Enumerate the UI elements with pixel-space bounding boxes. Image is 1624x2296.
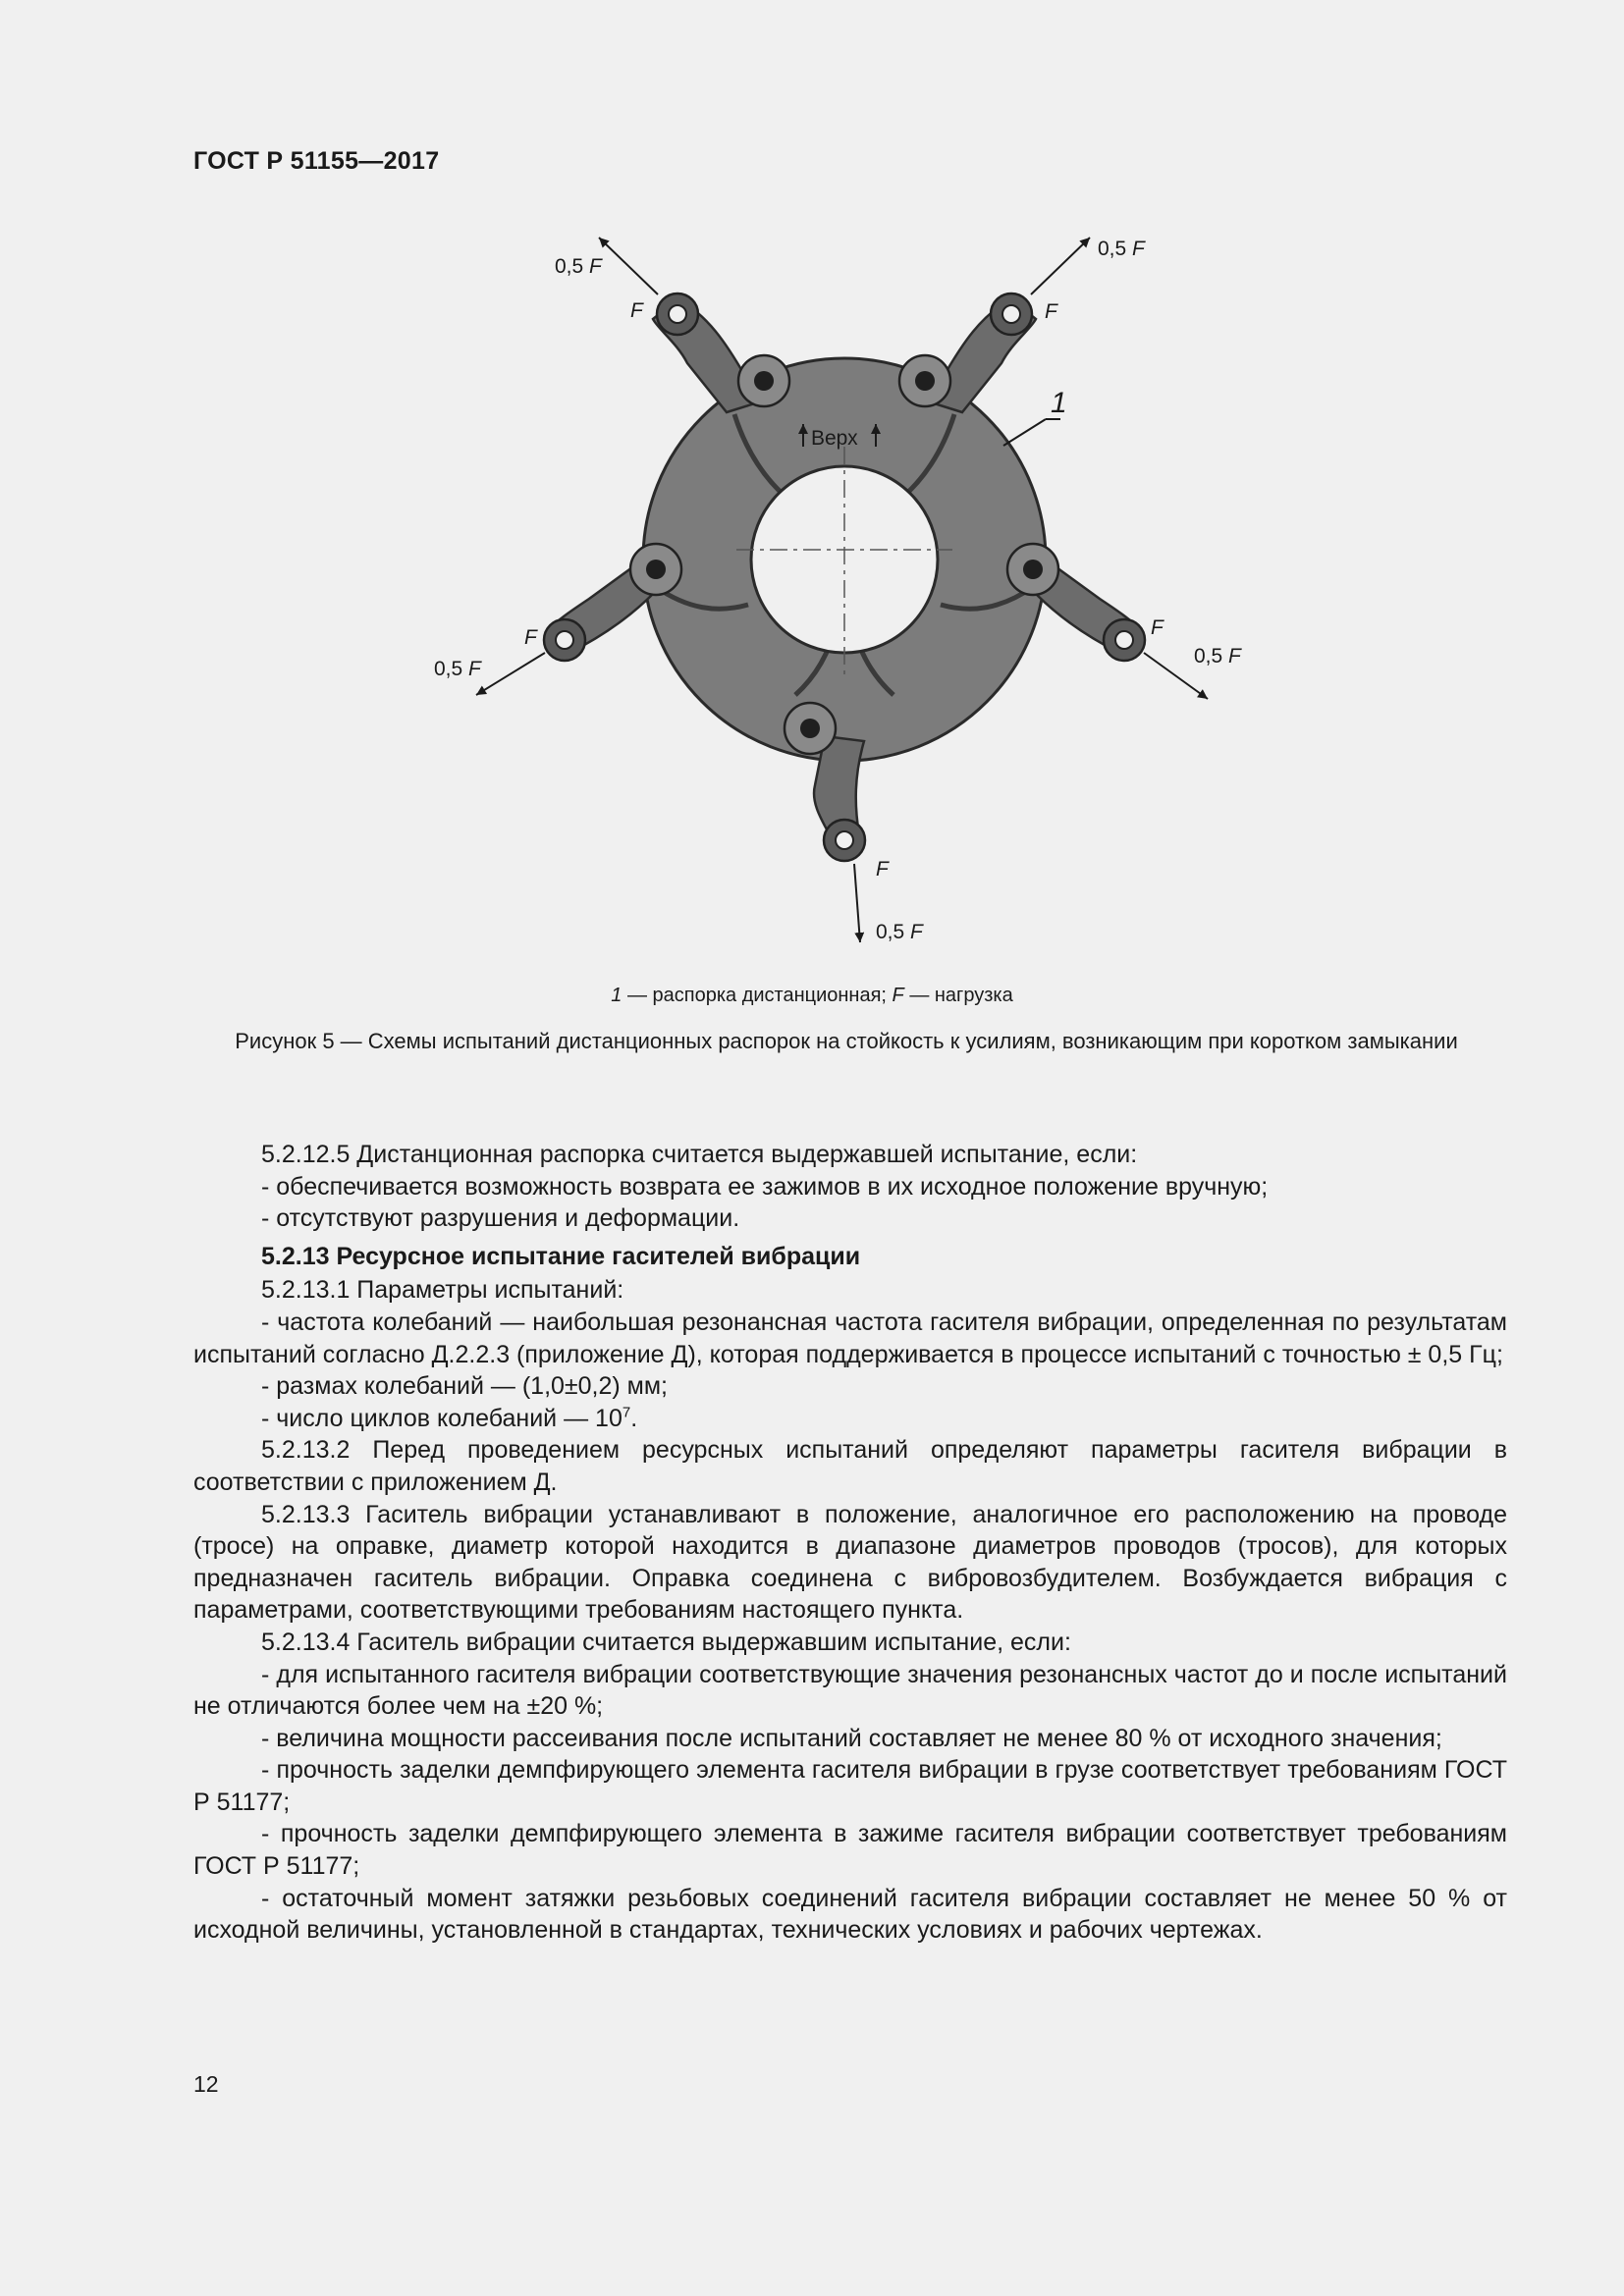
document-header: ГОСТ Р 51155—2017 bbox=[193, 147, 440, 175]
page-number: 12 bbox=[193, 2071, 219, 2097]
spacer-test-figure bbox=[393, 216, 1241, 962]
list-item: - число циклов колебаний — $10^7$. bbox=[261, 1404, 638, 1432]
paragraph: 5.2.13.4 Гаситель вибрации считается выдержавшим испытание, если: bbox=[261, 1628, 1071, 1656]
list-item: - обеспечивается возможность возврата ее зажимов в их исходное положение вручную; bbox=[261, 1172, 1269, 1201]
list-item: - величина мощности рассеивания после испытаний составляет не менее 80 % от исходного значения; bbox=[261, 1724, 1442, 1752]
callout-number: 1 bbox=[1051, 387, 1067, 419]
section-heading: 5.2.13 Ресурсное испытание гасителей вибрации bbox=[261, 1242, 861, 1270]
list-item: - размах колебаний — (1,0±0,2) мм; bbox=[261, 1372, 669, 1401]
list-item: - отсутствуют разрушения и деформации. bbox=[261, 1204, 740, 1233]
paragraph: 5.2.13.2 Перед проведением ресурсных испытаний определяют параметры гасителя вибрации в соответствии с приложением Д. bbox=[193, 1436, 1507, 1496]
callout-1 bbox=[1003, 387, 1067, 446]
svg-text:F: F bbox=[630, 299, 643, 322]
list-item: - остаточный момент затяжки резьбовых соединений гасителя вибрации составляет не менее 50 % от исходной величины, установленной в стандартах, технических условиях и рабочих чертежах. bbox=[193, 1884, 1507, 1945]
paragraph: 5.2.12.5 Дистанционная распорка считается выдержавшей испытание, если: bbox=[261, 1141, 1138, 1168]
svg-text:F: F bbox=[1151, 616, 1164, 639]
paragraph: 5.2.13.3 Гаситель вибрации устанавливают в положение, аналогичное его расположению на проводе (тросе) на оправке, диаметр которой находится в диапазоне диаметров проводов (тросов), для которых предназначен гаситель вибрации. Оправка соединена с вибровозбудителем. Возбуждается вибрация с параметрами, соответствующими требованиям настоящего пункта. bbox=[193, 1500, 1507, 1625]
svg-text:0,5 F: 0,5 F bbox=[1194, 645, 1241, 667]
list-item: - для испытанного гасителя вибрации соответствующие значения резонансных частот до и после испытаний не отличаются более чем на ±20 %; bbox=[193, 1660, 1507, 1721]
figure-caption: Рисунок 5 — Схемы испытаний дистанционных распорок на стойкость к усилиям, возникающим при коротком замыкании bbox=[235, 1029, 1458, 1053]
spacer-body bbox=[643, 358, 1046, 761]
list-item: - прочность заделки демпфирующего элемента в зажиме гасителя вибрации соответствует требованиям ГОСТ Р 51177; bbox=[193, 1820, 1507, 1881]
svg-text:0,5 F: 0,5 F bbox=[876, 921, 923, 943]
svg-text:0,5 F: 0,5 F bbox=[555, 255, 602, 278]
top-label: Верх bbox=[811, 427, 858, 450]
body-text bbox=[193, 1139, 1507, 1947]
svg-text:F: F bbox=[876, 858, 889, 881]
svg-text:F: F bbox=[524, 626, 537, 649]
svg-text:0,5 F: 0,5 F bbox=[1098, 238, 1145, 260]
list-item: - прочность заделки демпфирующего элемента гасителя вибрации в грузе соответствует требованиям ГОСТ Р 51177; bbox=[193, 1756, 1507, 1816]
paragraph: 5.2.13.1 Параметры испытаний: bbox=[261, 1276, 624, 1305]
figure-legend: 1 — распорка дистанционная; F — нагрузка bbox=[611, 985, 1013, 1006]
list-item: - частота колебаний — наибольшая резонансная частота гасителя вибрации, определенная по результатам испытаний согласно Д.2.2.3 (приложение Д), которая поддерживается в процессе испытаний с точностью ± 0,5 Гц; bbox=[193, 1308, 1507, 1368]
svg-text:F: F bbox=[1045, 300, 1057, 323]
svg-text:0,5 F: 0,5 F bbox=[434, 658, 481, 680]
